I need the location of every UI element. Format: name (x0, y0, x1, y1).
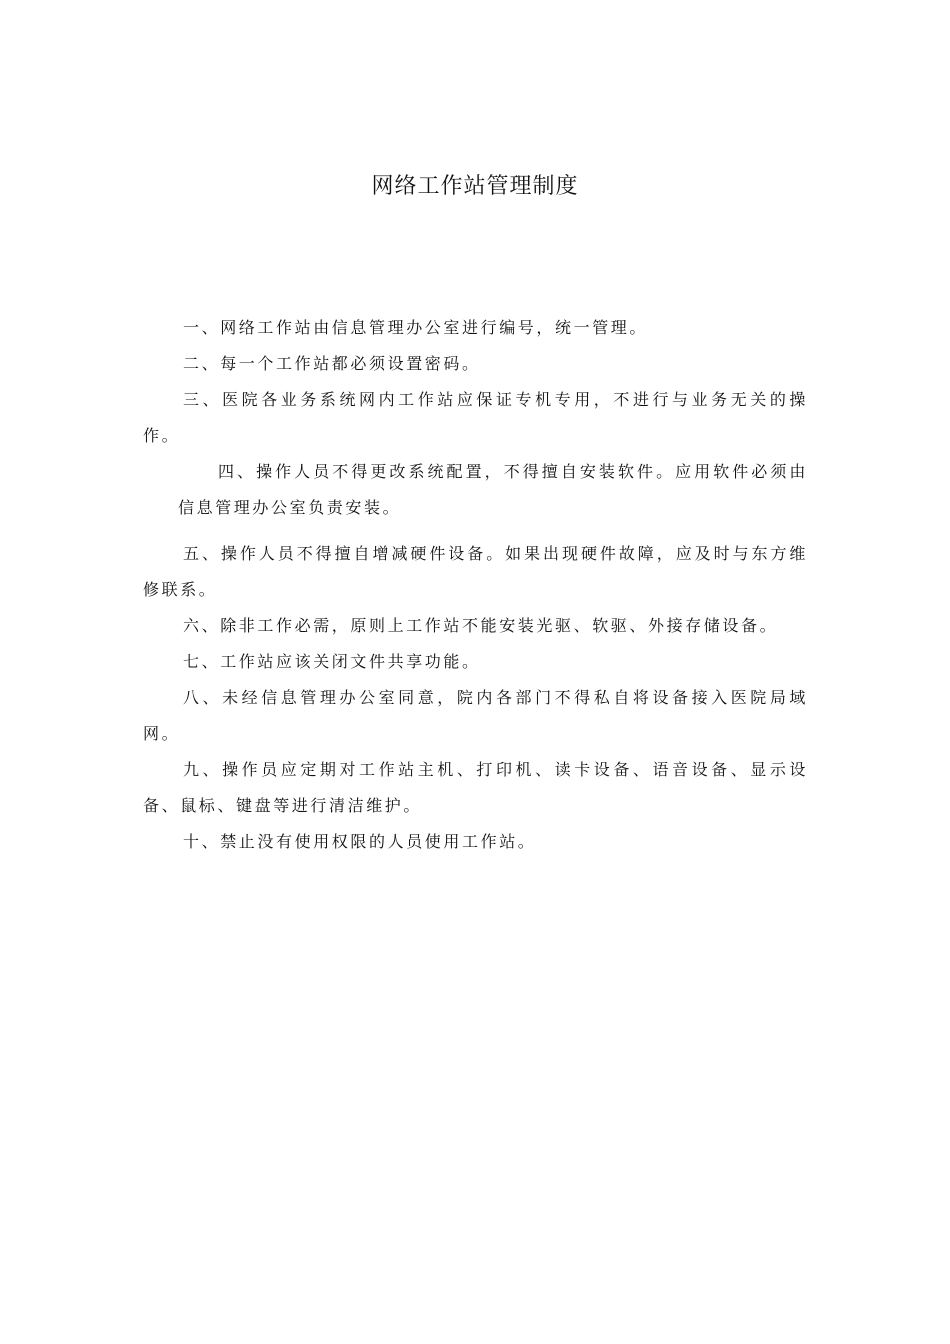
document-title: 网络工作站管理制度 (371, 174, 579, 199)
paragraph-2: 二、每一个工作站都必须设置密码。 (183, 354, 481, 373)
paragraph-1: 一、网络工作站由信息管理办公室进行编号，统一管理。 (183, 318, 649, 337)
paragraph-5: 五、操作人员不得擅自增减硬件设备。如果出现硬件故障，应及时与东方维修联系。 (143, 544, 808, 599)
paragraph-3: 三、医院各业务系统网内工作站应保证专机专用，不进行与业务无关的操作。 (143, 390, 808, 445)
paragraph-10: 十、禁止没有使用权限的人员使用工作站。 (183, 832, 537, 851)
paragraph-7: 七、工作站应该关闭文件共享功能。 (183, 652, 481, 671)
paragraph-6: 六、除非工作必需，原则上工作站不能安装光驱、软驱、外接存储设备。 (183, 616, 779, 635)
paragraph-8: 八、未经信息管理办公室同意，院内各部门不得私自将设备接入医院局域网。 (143, 688, 808, 743)
paragraph-4: 四、操作人员不得更改系统配置，不得擅自安装软件。应用软件必须由信息管理办公室负责安装。 (178, 462, 808, 517)
document-body (143, 310, 808, 860)
paragraph-9: 九、操作员应定期对工作站主机、打印机、读卡设备、语音设备、显示设备、鼠标、键盘等进行清洁维护。 (143, 760, 808, 815)
